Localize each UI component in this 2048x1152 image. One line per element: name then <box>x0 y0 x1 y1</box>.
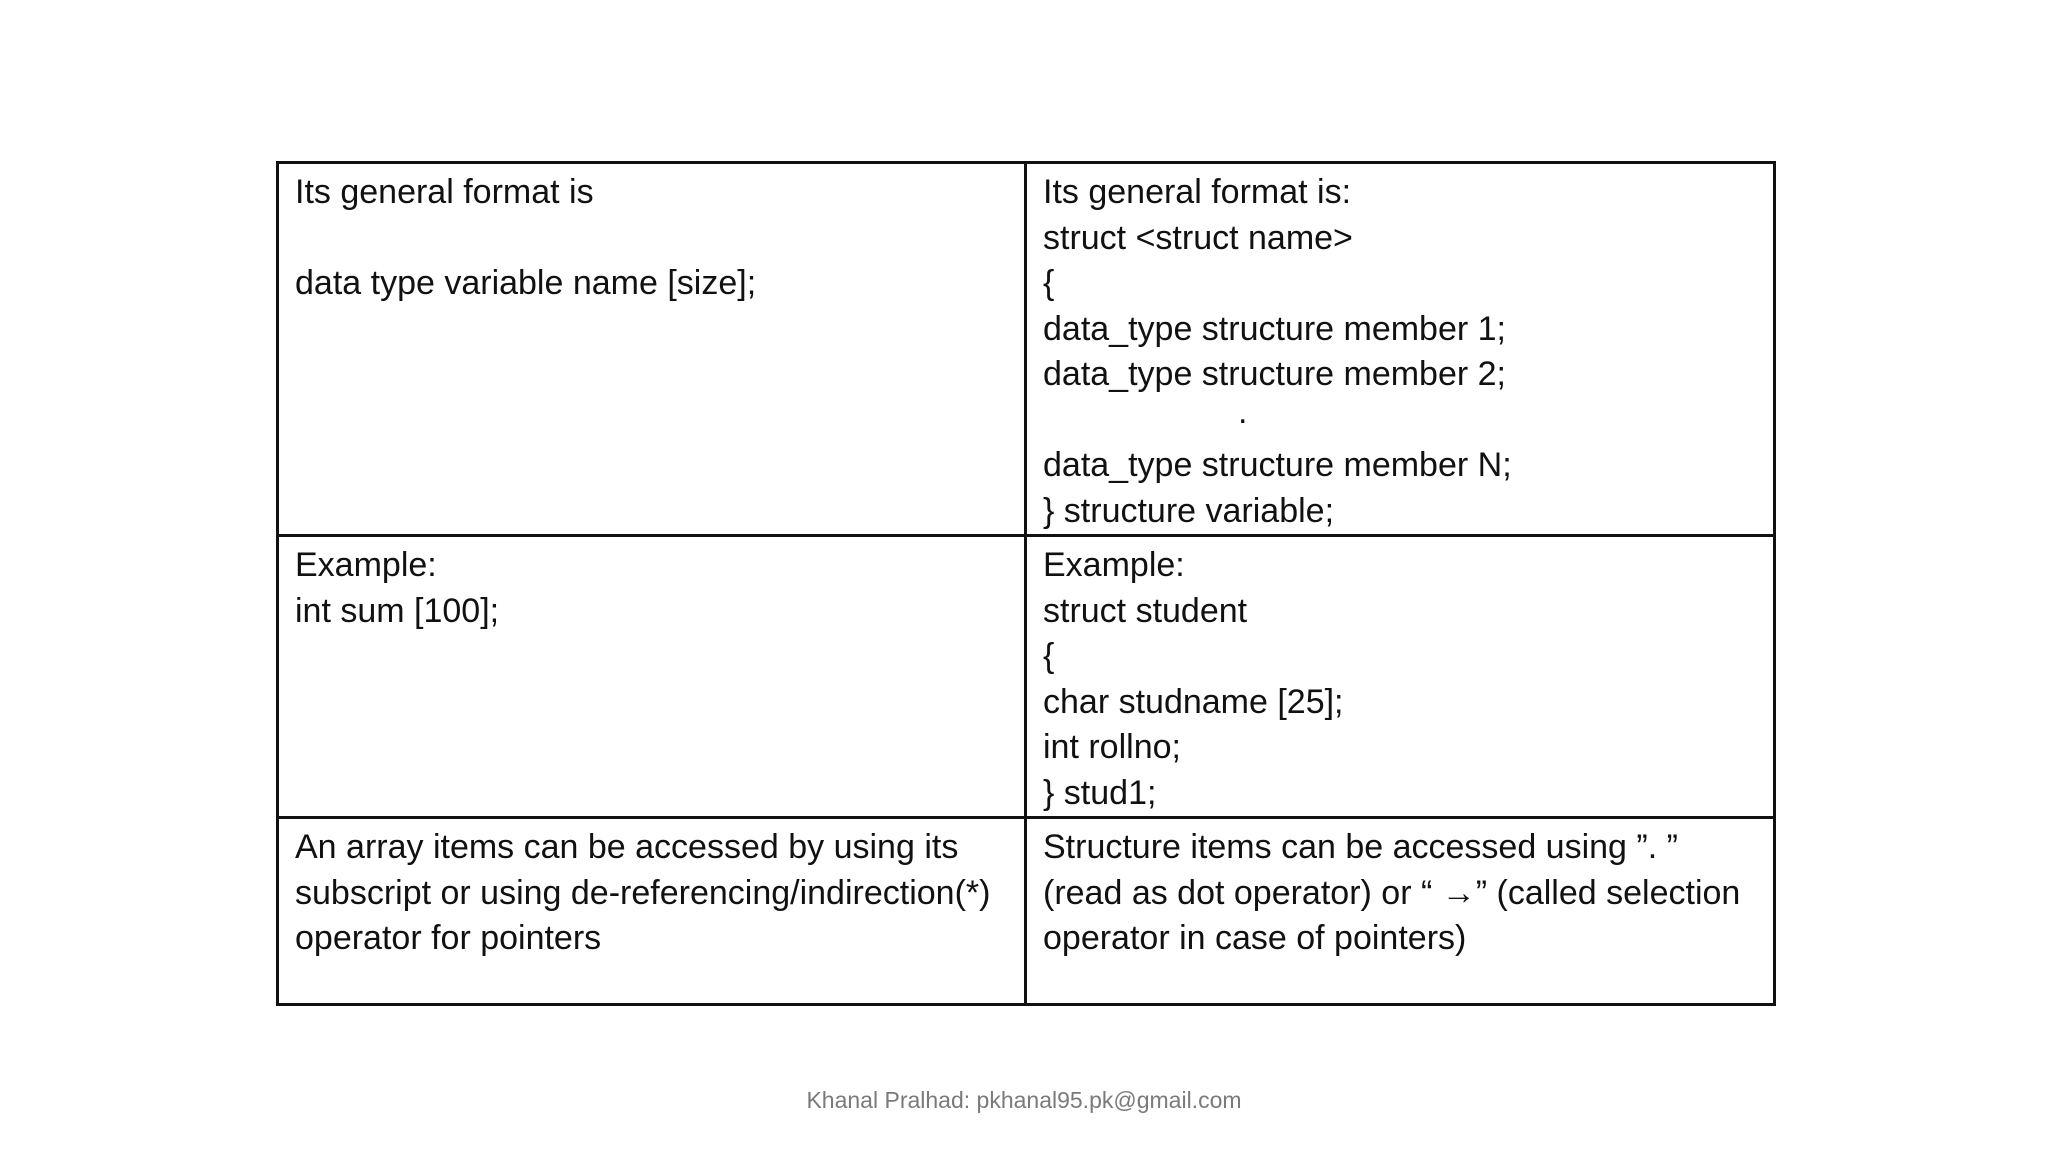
array-example-cell <box>278 536 1026 818</box>
struct-format-title: Its general format is: <box>1043 173 1352 211</box>
struct-format-line: struct <struct name> <box>1043 218 1353 257</box>
spacer <box>295 216 1008 262</box>
struct-format-line: data_type structure member 1; <box>1043 309 1507 348</box>
struct-example-line: struct student <box>1043 591 1248 630</box>
struct-access-cell <box>1026 818 1775 1005</box>
footer-credit: Khanal Pralhad: pkhanal95.pk@gmail.com <box>806 1087 1242 1113</box>
struct-example-line: } stud1; <box>1043 773 1157 812</box>
struct-example-cell <box>1026 536 1775 818</box>
struct-access-text <box>1043 825 1757 962</box>
struct-format-cell <box>1026 163 1775 536</box>
table-row-access <box>278 818 1775 1005</box>
array-format-title: Its general format is <box>295 173 594 211</box>
ellipsis-dot: . <box>1238 392 1248 431</box>
struct-format-line: { <box>1043 264 1055 302</box>
struct-access-text-part1: Structure items can be accessed using ”. ” (read as dot operator) or “ <box>1043 828 1678 912</box>
table-row-example <box>278 536 1775 818</box>
array-format-syntax: data type variable name [size]; <box>295 264 757 302</box>
struct-example-line: { <box>1043 637 1055 675</box>
struct-format-line: data_type structure member 2; <box>1043 355 1507 393</box>
struct-access-text-part2: ” (called selection operator in case of pointers) <box>1043 873 1741 957</box>
array-example-title: Example: <box>295 546 437 584</box>
array-access-cell <box>278 818 1026 1005</box>
array-format-cell <box>278 163 1026 536</box>
table-row-format <box>278 163 1775 536</box>
struct-example-line: int rollno; <box>1043 728 1181 766</box>
struct-example-line: char studname [25]; <box>1043 682 1344 721</box>
array-access-text: An array items can be accessed by using its subscript or using de-referencing/indirection(*) operator for pointers <box>295 828 991 957</box>
array-example-code: int sum [100]; <box>295 591 500 630</box>
arrow-right-icon: → <box>1441 873 1476 912</box>
struct-format-line: data_type structure member N; <box>1043 446 1512 484</box>
struct-example-title: Example: <box>1043 546 1185 584</box>
comparison-table <box>276 161 1776 1006</box>
struct-format-line: } structure variable; <box>1043 491 1335 530</box>
